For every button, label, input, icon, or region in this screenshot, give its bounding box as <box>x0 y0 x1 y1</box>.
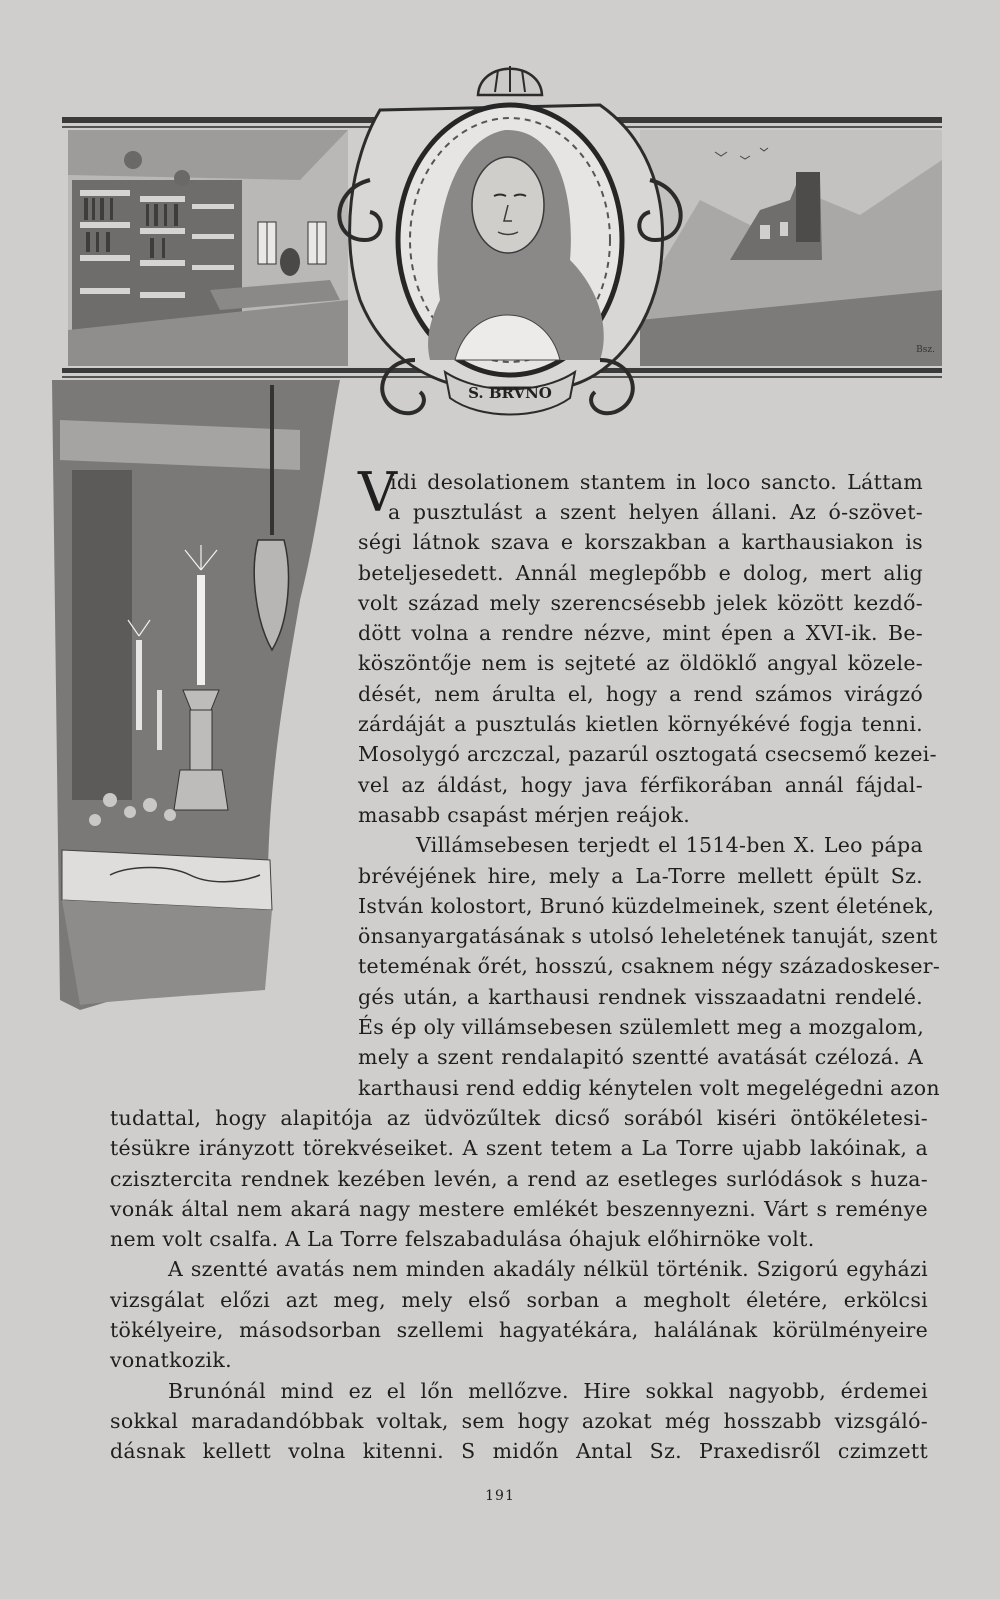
chapel-vignette <box>52 380 340 1010</box>
text-line: teteménak őrét, hosszú, csaknem négy századoskeser- <box>358 954 941 979</box>
text-line: dött volna a rendre nézve, mint épen a XVI-ik. Be- <box>358 621 923 646</box>
text-line: Mosolygó arczczal, pazarúl osztogatá csecsemő kezei- <box>358 742 937 767</box>
body-text-column <box>358 497 941 1103</box>
text-line: tudattal, hogy alapitója az üdvözűltek dicső sorából kiséri öntökéletesi- <box>110 1106 928 1130</box>
medallion-label: S. BRVNO <box>468 384 552 402</box>
ruin-landscape <box>640 130 942 366</box>
text-line: zárdáját a pusztulás kietlen környékévé fogja tenni. <box>358 712 923 737</box>
text-line: nem volt csalfa. A La Torre felszabadulása óhajuk előhirnöke volt. <box>110 1227 815 1252</box>
text-line: a pusztulást a szent helyen állani. Az ó-szövet- <box>388 500 923 524</box>
text-line: önsanyargatásának s utolsó leheletének tanuját, szent <box>358 924 938 949</box>
library-scene <box>68 130 348 366</box>
text-line: István kolostort, Brunó küzdelmeinek, szent életének, <box>358 893 935 918</box>
text-line: És ép oly villámsebesen szülemlett meg a mozgalom, <box>358 1015 925 1040</box>
text-line: tökélyeire, másodsorban szellemi hagyatékára, halálának körülményeire <box>110 1318 928 1343</box>
text-line: dásnak kellett volna kitenni. S midőn Antal Sz. Praxedisről czimzett <box>110 1439 928 1464</box>
text-line: vizsgálat előzi azt meg, mely első sorban a megholt életére, erkölcsi <box>110 1287 928 1312</box>
text-line: Brunónál mind ez el lőn mellőzve. Hire sokkal nagyobb, érdemei <box>168 1378 928 1403</box>
text-line: volt század mely szerencsésebb jelek között kezdő- <box>358 590 923 615</box>
text-line: Villámsebesen terjedt el 1514-ben X. Leo pápa <box>416 833 923 858</box>
text-line: idi desolationem stantem in loco sancto. Láttam <box>390 470 923 494</box>
text-line: tésükre irányzott törekvéseiket. A szent tetem a La Torre ujabb lakóinak, a <box>110 1136 928 1161</box>
text-line: vonák által nem akará nagy mestere emlékét beszennyezni. Várt s reménye <box>110 1196 928 1221</box>
drop-cap: V <box>358 461 397 524</box>
body-text-narrow <box>390 467 923 497</box>
text-line: A szentté avatás nem minden akadály nélkül történik. Szigorú egyházi <box>168 1257 928 1282</box>
page-number: 191 <box>485 1488 515 1504</box>
text-line: brévéjének hire, mely a La-Torre mellett épült Sz. <box>358 863 923 888</box>
text-line: czisztercita rendnek kezében levén, a rend az esetleges surlódások s huza- <box>110 1166 928 1191</box>
text-line: mely a szent rendalapitó szentté avatását czélozá. A <box>358 1045 923 1070</box>
text-line: beteljesedett. Annál meglepőbb e dolog, mert alig <box>358 560 923 585</box>
text-line: ségi látnok szava e korszakban a karthausiakon is <box>358 530 923 555</box>
artist-signature: Bsz. <box>916 345 935 355</box>
text-line: karthausi rend eddig kénytelen volt megelégedni azon <box>358 1075 940 1100</box>
text-line: masabb csapást mérjen reájok. <box>358 802 691 827</box>
text-line: gés után, a karthausi rendnek visszaadatni rendelé. <box>358 984 923 1009</box>
body-text-full <box>110 1103 928 1467</box>
text-line: sokkal maradandóbbak voltak, sem hogy azokat még hosszabb vizsgáló- <box>110 1408 928 1433</box>
text-line: köszöntője nem is sejteté az öldöklő angyal közele- <box>358 651 923 676</box>
text-line: vonatkozik. <box>110 1348 232 1373</box>
text-line: vel az áldást, hogy java férfikorában annál fájdal- <box>358 772 923 797</box>
text-line: dését, nem árulta el, hogy a rend számos virágzó <box>358 681 923 706</box>
